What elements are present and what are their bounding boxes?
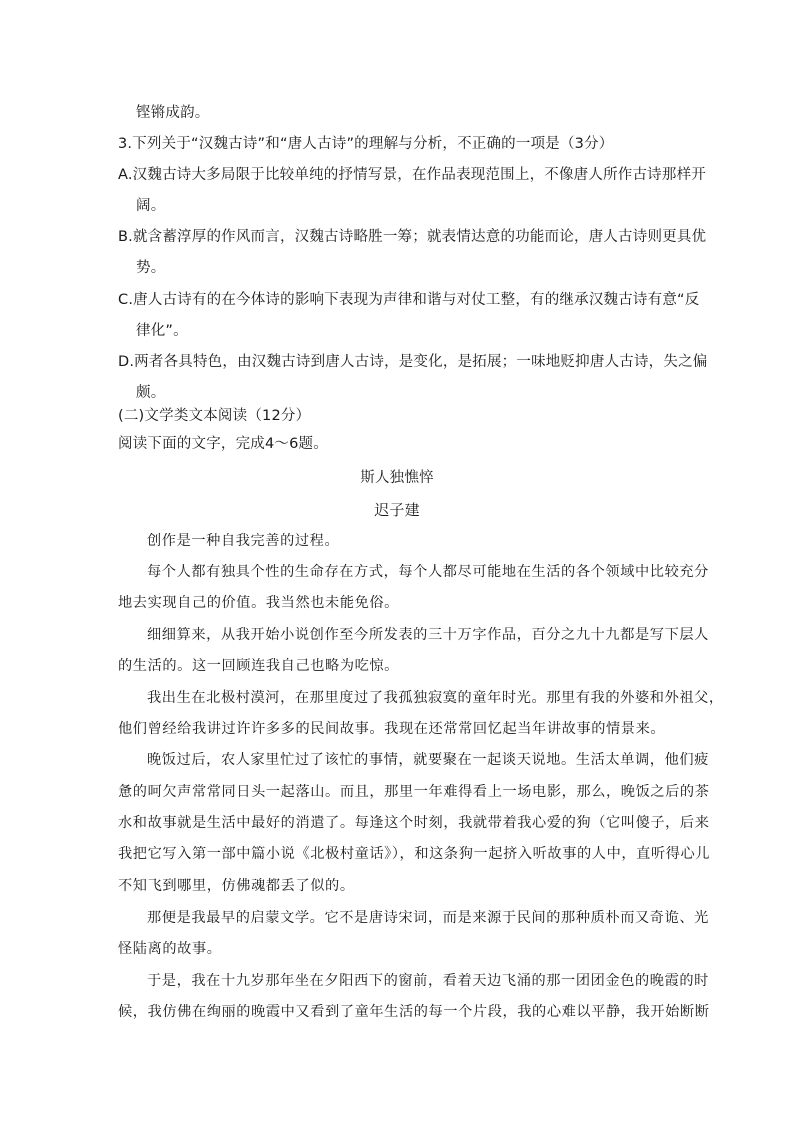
paragraph-5-line-2: 惫的呵欠声常常同日头一起落山。而且，那里一年难得看上一场电影，那么，晚饭之后的茶	[118, 784, 710, 800]
paragraph-3-line-1: 细细算来，从我开始小说创作至今所发表的三十万字作品，百分之九十九都是写下层人	[147, 627, 709, 643]
paragraph-5-line-4: 我把它写入第一部中篇小说《北极村童话》），和这条狗一起挤入听故事的人中，直听得心儿	[118, 846, 711, 862]
paragraph-4-line-2: 他们曾经给我讲过许许多多的民间故事。我现在还常常回忆起当年讲故事的情景来。	[118, 721, 666, 737]
option-c-line-1: C.唐人古诗有的在今体诗的影响下表现为声律和谐与对仗工整，有的继承汉魏古诗有意“反	[118, 292, 700, 308]
paragraph-7-line-1: 于是，我在十九岁那年坐在夕阳西下的窗前，看着天边飞涌的那一团团金色的晚霞的时	[147, 973, 709, 989]
paragraph-4-line-1: 我出生在北极村漠河，在那里度过了我孤独寂寞的童年时光。那里有我的外婆和外祖父，	[147, 690, 724, 706]
paragraph-6-line-1: 那便是我最早的启蒙文学。它不是唐诗宋词，而是来源于民间的那种质朴而又奇诡、光	[147, 910, 709, 926]
article-author: 迟子建	[374, 501, 420, 519]
option-d-line-2: 颇。	[136, 385, 166, 401]
section-instruction: 阅读下面的文字，完成4～6题。	[118, 436, 328, 452]
paragraph-5-line-1: 晚饭过后，农人家里忙过了该忙的事情，就要聚在一起谈天说地。生活太单调，他们疲	[147, 752, 709, 768]
paragraph-7-line-2: 候，我仿佛在绚丽的晚霞中又看到了童年生活的每一个片段，我的心难以平静，我开始断断	[118, 1004, 710, 1020]
prev-question-tail: 铿锵成韵。	[136, 105, 210, 121]
section-heading: (二)文学类文本阅读（12分）	[118, 408, 311, 424]
option-b-line-1: B.就含蓄淳厚的作风而言，汉魏古诗略胜一筹；就表情达意的功能而论，唐人古诗则更具优	[118, 229, 707, 245]
paragraph-2-line-1: 每个人都有独具个性的生命存在方式，每个人都尽可能地在生活的各个领域中比较充分	[147, 564, 709, 580]
option-b-line-2: 势。	[136, 260, 166, 276]
option-a-line-2: 阔。	[136, 198, 166, 214]
paragraph-5-line-3: 水和故事就是生活中最好的消遣了。每逢这个时刻，我就带着我心爱的狗（它叫傻子，后来	[118, 815, 710, 831]
paragraph-2-line-2: 地去实现自己的价值。我当然也未能免俗。	[118, 595, 399, 611]
question-3-stem: 3.下列关于“汉魏古诗”和“唐人古诗”的理解与分析，不正确的一项是（3分）	[118, 136, 614, 152]
option-d-line-1: D.两者各具特色，由汉魏古诗到唐人古诗，是变化，是拓展；一味地贬抑唐人古诗，失之偏	[118, 354, 708, 370]
paragraph-6-line-2: 怪陆离的故事。	[118, 941, 222, 957]
option-a-line-1: A.汉魏古诗大多局限于比较单纯的抒情写景，在作品表现范围上，不像唐人所作古诗那样开	[118, 167, 706, 183]
paragraph-1: 创作是一种自我完善的过程。	[147, 533, 340, 549]
option-c-line-2: 律化”。	[136, 323, 188, 339]
paragraph-5-line-5: 不知飞到哪里，仿佛魂都丢了似的。	[118, 878, 355, 894]
article-title: 斯人独憔悴	[360, 470, 434, 486]
paragraph-3-line-2: 的生活的。这一回顾连我自己也略为吃惊。	[118, 658, 399, 674]
